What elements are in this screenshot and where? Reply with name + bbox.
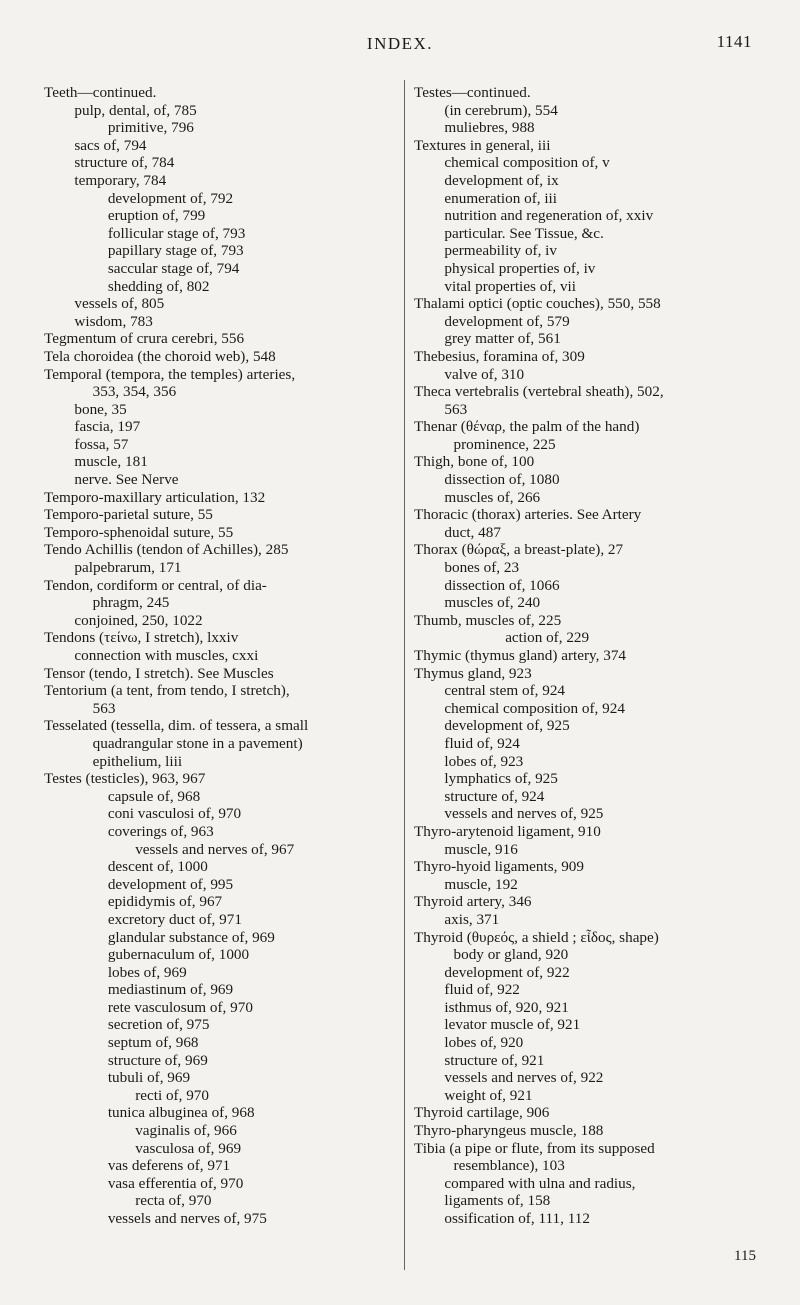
index-entry: development of, 792: [107, 189, 234, 207]
index-entry: Thymus gland, 923: [414, 664, 532, 682]
index-entry: tunica albuginea of, 968: [107, 1104, 255, 1122]
index-entry: Thyroid (θυρεός, a shield ; εἶδος, shape): [414, 928, 659, 946]
index-entry: axis, 371: [444, 910, 500, 928]
index-entry: chemical composition of, 924: [444, 699, 625, 717]
index-entry: papillary stage of, 793: [107, 242, 244, 260]
index-entry: vessels and nerves of, 922: [444, 1069, 604, 1087]
index-entry: Testes (testicles), 963, 967: [44, 770, 206, 788]
index-entry: vas deferens of, 971: [107, 1157, 231, 1175]
index-entry: eruption of, 799: [107, 207, 206, 225]
index-entry: Textures in general, iii: [414, 136, 551, 154]
index-entry: chemical composition of, v: [444, 154, 610, 172]
index-entry: primitive, 796: [107, 119, 194, 137]
index-entry: lobes of, 920: [444, 1034, 524, 1052]
index-entry: development of, 922: [444, 963, 570, 981]
index-entry: phragm, 245: [92, 594, 170, 612]
index-entry: development of, ix: [444, 171, 559, 189]
index-entry: Temporo-maxillary articulation, 132: [44, 488, 266, 506]
index-entry: particular. See Tissue, &c.: [444, 224, 604, 242]
index-entry: sacs of, 794: [74, 136, 147, 154]
index-entry: fascia, 197: [74, 418, 141, 436]
index-entry: excretory duct of, 971: [107, 910, 242, 928]
index-entry: structure of, 921: [444, 1051, 545, 1069]
index-entry: vasculosa of, 969: [135, 1139, 242, 1157]
index-entry: valve of, 310: [444, 365, 525, 383]
index-entry: nutrition and regeneration of, xxiv: [444, 207, 654, 225]
index-entry: tubuli of, 969: [107, 1069, 191, 1087]
index-entry: lymphatics of, 925: [444, 770, 558, 788]
index-entry: recta of, 970: [135, 1192, 212, 1210]
index-entry: Thyroid artery, 346: [414, 893, 532, 911]
index-entry: Thorax (θώραξ, a breast-plate), 27: [414, 541, 624, 559]
index-entry: Thigh, bone of, 100: [414, 453, 535, 471]
index-entry: Tesselated (tessella, dim. of tessera, a small: [44, 717, 309, 735]
index-entry: ossification of, 111, 112: [444, 1210, 590, 1227]
index-column-left: [44, 84, 399, 1228]
index-entry: dissection of, 1080: [444, 471, 560, 489]
index-entry: development of, 995: [107, 875, 234, 893]
index-entry: duct, 487: [444, 523, 501, 541]
index-entry: Theca vertebralis (vertebral sheath), 502,: [414, 383, 664, 401]
index-entry: coni vasculosi of, 970: [107, 805, 242, 823]
index-entry: Thalami optici (optic couches), 550, 558: [414, 295, 661, 313]
index-entry: epithelium, liii: [92, 752, 183, 770]
index-entry: pulp, dental, of, 785: [74, 101, 197, 119]
index-entry: Tendo Achillis (tendon of Achilles), 285: [44, 541, 289, 559]
index-entry: saccular stage of, 794: [107, 259, 240, 277]
index-entry: isthmus of, 920, 921: [444, 998, 569, 1016]
index-entry: ligaments of, 158: [444, 1192, 551, 1210]
index-entry: Temporo-parietal suture, 55: [44, 506, 213, 524]
page-header: [0, 28, 800, 58]
index-entry: Thenar (θέναρ, the palm of the hand): [414, 418, 640, 436]
index-entry: enumeration of, iii: [444, 189, 557, 207]
index-entry: muscle, 916: [444, 840, 518, 858]
index-entry: bone, 35: [74, 400, 127, 418]
index-entry: 563: [444, 400, 468, 418]
index-entry: Thoracic (thorax) arteries. See Artery: [414, 506, 642, 524]
index-entry: capsule of, 968: [107, 787, 201, 805]
index-entry: connection with muscles, cxxi: [74, 647, 259, 664]
index-entry: structure of, 969: [107, 1051, 208, 1069]
index-entry: shedding of, 802: [107, 277, 210, 295]
index-entry: fossa, 57: [74, 435, 129, 453]
index-entry: vaginalis of, 966: [135, 1122, 237, 1140]
index-entry: Temporo-sphenoidal suture, 55: [44, 523, 234, 541]
page-title: INDEX.: [366, 34, 434, 53]
index-entry: mediastinum of, 969: [107, 981, 234, 999]
index-entry: bones of, 23: [444, 559, 520, 577]
index-entry: 563: [92, 699, 116, 717]
index-entry: resemblance), 103: [453, 1157, 565, 1175]
index-entry: Tibia (a pipe or flute, from its supposed: [414, 1139, 655, 1157]
index-entry: 353, 354, 356: [92, 383, 177, 401]
index-entry: Thebesius, foramina of, 309: [414, 347, 585, 365]
index-entry: development of, 925: [444, 717, 570, 735]
index-entry: muliebres, 988: [444, 119, 535, 137]
index-entry: wisdom, 783: [74, 312, 153, 330]
index-entry: Testes—continued.: [414, 84, 531, 101]
page-number: 1141: [716, 32, 752, 51]
index-entry: Thyroid cartilage, 906: [414, 1104, 550, 1122]
index-entry: action of, 229: [505, 629, 590, 647]
index-entry: Thyro-hyoid ligaments, 909: [414, 858, 584, 876]
index-entry: weight of, 921: [444, 1086, 533, 1104]
index-entry: lobes of, 969: [107, 963, 187, 981]
index-entry: (in cerebrum), 554: [444, 101, 558, 119]
index-entry: prominence, 225: [453, 435, 556, 453]
index-entry: Tentorium (a tent, from tendo, I stretch),: [44, 682, 290, 700]
index-entry: temporary, 784: [74, 171, 167, 189]
index-entry: vessels of, 805: [74, 295, 165, 313]
index-entry: Tendon, cordiform or central, of dia-: [44, 576, 267, 594]
index-entry: development of, 579: [444, 312, 570, 330]
index-entry: secretion of, 975: [107, 1016, 210, 1034]
index-entry: structure of, 924: [444, 787, 545, 805]
index-entry: grey matter of, 561: [444, 330, 561, 348]
index-entry: Temporal (tempora, the temples) arteries,: [44, 365, 296, 383]
index-entry: fluid of, 922: [444, 981, 520, 999]
index-entry: lobes of, 923: [444, 752, 524, 770]
index-entry: muscle, 192: [444, 875, 518, 893]
index-entry: nerve. See Nerve: [74, 471, 179, 489]
index-entry: body or gland, 920: [453, 946, 569, 964]
index-entry: gubernaculum of, 1000: [107, 946, 250, 964]
index-entry: palpebrarum, 171: [74, 559, 182, 577]
index-entry: central stem of, 924: [444, 682, 566, 700]
index-entry: rete vasculosum of, 970: [107, 998, 253, 1016]
index-entry: vessels and nerves of, 967: [135, 840, 295, 858]
index-entry: descent of, 1000: [107, 858, 208, 876]
index-entry: Thyro-arytenoid ligament, 910: [414, 822, 601, 840]
index-entry: glandular substance of, 969: [107, 928, 275, 946]
index-entry: follicular stage of, 793: [107, 224, 246, 242]
index-column-right: [414, 84, 759, 1228]
index-entry: vessels and nerves of, 975: [107, 1210, 267, 1227]
index-entry: fluid of, 924: [444, 734, 520, 752]
index-entry: vasa efferentia of, 970: [107, 1174, 244, 1192]
index-entry: compared with ulna and radius,: [444, 1174, 636, 1192]
index-entry: epididymis of, 967: [107, 893, 223, 911]
index-entry: quadrangular stone in a pavement): [92, 734, 303, 752]
index-entry: levator muscle of, 921: [444, 1016, 581, 1034]
index-entry: recti of, 970: [135, 1086, 209, 1104]
index-entry: Tela choroidea (the choroid web), 548: [44, 347, 276, 365]
index-entry: muscles of, 240: [444, 594, 541, 612]
index-entry: Tendons (τείνω, I stretch), lxxiv: [44, 629, 239, 647]
margin-number: 115: [734, 1248, 756, 1264]
column-divider: [404, 80, 405, 1270]
index-entry: Thymic (thymus gland) artery, 374: [414, 647, 627, 664]
index-entry: vital properties of, vii: [444, 277, 576, 295]
index-entry: physical properties of, iv: [444, 259, 596, 277]
index-entry: septum of, 968: [107, 1034, 199, 1052]
index-entry: coverings of, 963: [107, 822, 214, 840]
index-entry: dissection of, 1066: [444, 576, 560, 594]
index-entry: vessels and nerves of, 925: [444, 805, 604, 823]
index-entry: Teeth—continued.: [44, 84, 157, 101]
index-entry: muscle, 181: [74, 453, 148, 471]
index-entry: muscles of, 266: [444, 488, 541, 506]
index-entry: Tegmentum of crura cerebri, 556: [44, 330, 245, 348]
index-entry: permeability of, iv: [444, 242, 557, 260]
index-entry: Tensor (tendo, I stretch). See Muscles: [44, 664, 274, 682]
index-entry: Thumb, muscles of, 225: [414, 611, 562, 629]
index-entry: conjoined, 250, 1022: [74, 611, 203, 629]
index-entry: structure of, 784: [74, 154, 175, 172]
index-entry: Thyro-pharyngeus muscle, 188: [414, 1122, 604, 1140]
